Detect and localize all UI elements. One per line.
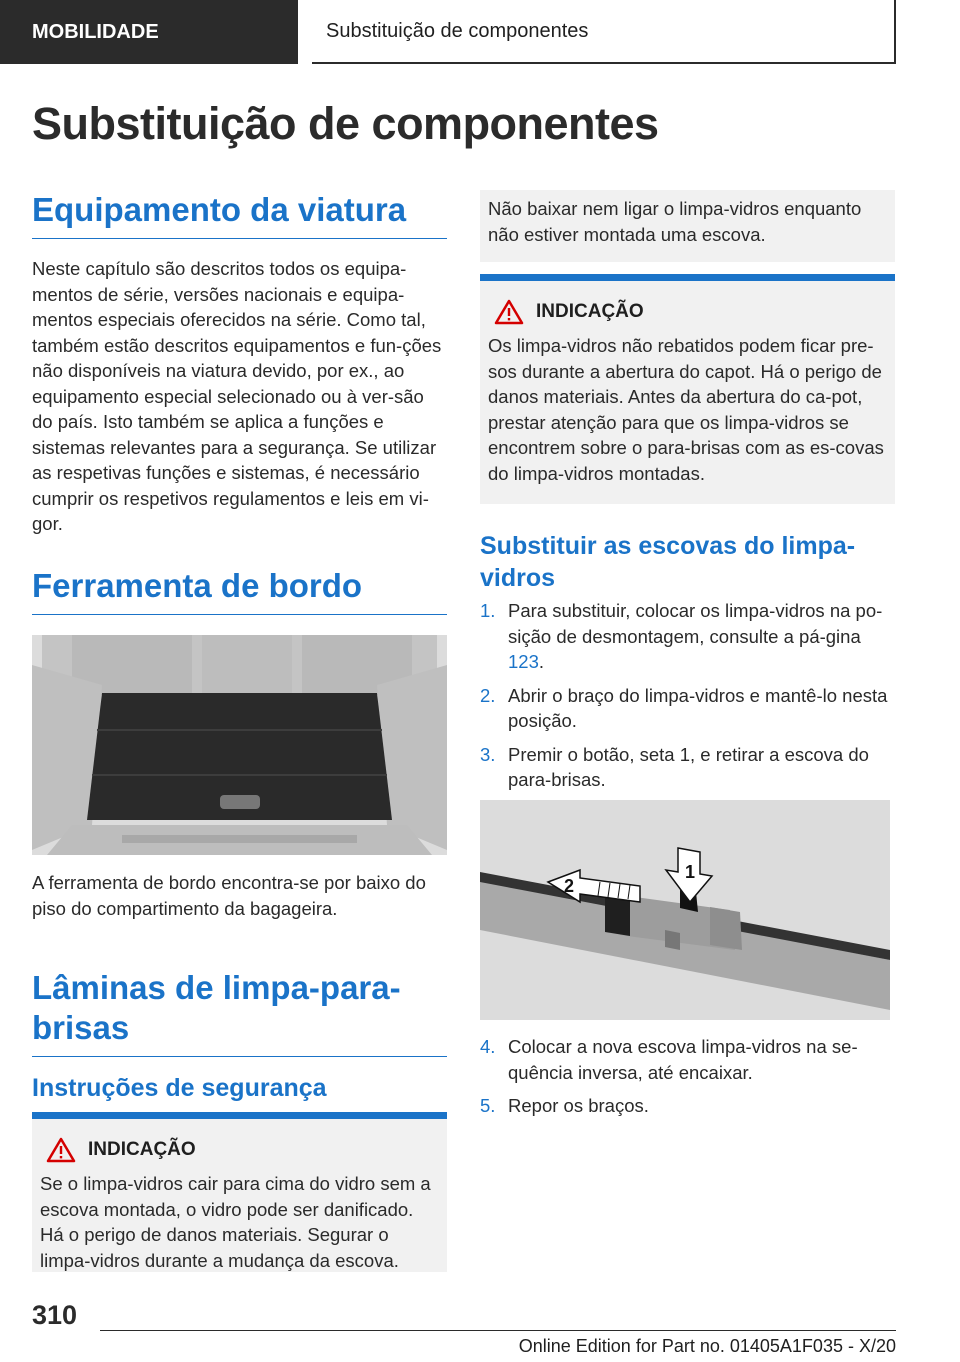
section-title-onboard-tools: Ferramenta de bordo bbox=[32, 566, 447, 615]
step-number: 3. bbox=[480, 743, 496, 765]
steps-list-b bbox=[480, 1034, 895, 1127]
steps-list-a bbox=[480, 598, 895, 801]
list-item bbox=[480, 683, 895, 734]
figure-label-2: 2 bbox=[564, 876, 575, 896]
notice-label: INDICAÇÃO bbox=[88, 1139, 196, 1160]
step-text: Colocar a nova escova limpa-vidros na se-quência inversa, até encaixar. bbox=[508, 1036, 858, 1083]
header-section-label: MOBILIDADE bbox=[32, 20, 159, 43]
header-chapter-tab bbox=[312, 0, 896, 64]
notice-text: Os limpa-vidros não rebatidos podem ficar pre-sos durante a abertura do capot. Há o perigo de danos materiais. Antes da abertura do ca-pot, prestar atenção para que os limpa-vidros se encontrem sobre o para-brisas com as es-covas do limpa-vidros montadas. bbox=[488, 335, 884, 484]
list-item bbox=[480, 598, 895, 675]
page-link[interactable]: 123 bbox=[508, 651, 539, 672]
section-title-wiper-blades: Lâminas de limpa-para-brisas bbox=[32, 968, 447, 1057]
section-title-equipment: Equipamento da viatura bbox=[32, 190, 447, 239]
subsection-title-safety: Instruções de segurança bbox=[32, 1074, 327, 1102]
page-title: Substituição de componentes bbox=[32, 98, 659, 149]
step-text: Repor os braços. bbox=[508, 1095, 649, 1116]
step-number: 1. bbox=[480, 600, 496, 621]
page-number: 310 bbox=[32, 1300, 78, 1330]
warning-triangle-icon bbox=[494, 299, 524, 325]
equipment-paragraph: Neste capítulo são descritos todos os equipa-mentos de série, versões nacionais e equipa-mentos especiais oferecidos na série. Como tal, também estão descritos equipamentos e fun-ções não disponíveis na viatura devido, por ex., ao equipamento especial selecionado ou à ver-são do país. Isto também se aplica a funções e sistemas relevantes para a segurança. Se utilizar as respetivas funções e sistemas, é necessário cumprir os respetivos regulamentos e leis em vi-gor. bbox=[32, 258, 442, 534]
footer-divider bbox=[100, 1330, 896, 1331]
luggage-compartment-illustration bbox=[32, 635, 447, 855]
wiper-blade-image bbox=[480, 800, 890, 1020]
onboard-tools-caption: A ferramenta de bordo encontra-se por baixo do piso do compartimento da bagageira. bbox=[32, 872, 426, 919]
step-text: Abrir o braço do limpa-vidros e mantê-lo nesta posição. bbox=[508, 684, 888, 731]
list-item bbox=[480, 1034, 895, 1085]
subsection-title-replace-blades: Substituir as escovas do limpa-vidros bbox=[480, 532, 856, 592]
info-box-text: Não baixar nem ligar o limpa-vidros enquanto não estiver montada uma escova. bbox=[488, 198, 862, 245]
wiper-blade-illustration bbox=[480, 800, 890, 1020]
step-number: 5. bbox=[480, 1095, 496, 1116]
notice-box-left bbox=[32, 1112, 447, 1272]
luggage-compartment-image bbox=[32, 635, 447, 855]
step-number: 4. bbox=[480, 1036, 496, 1057]
figure-label-1: 1 bbox=[685, 862, 696, 882]
notice-heading bbox=[488, 299, 887, 325]
notice-heading bbox=[40, 1137, 439, 1163]
notice-label: INDICAÇÃO bbox=[536, 301, 644, 322]
warning-triangle-icon bbox=[46, 1137, 76, 1163]
step-number: 2. bbox=[480, 684, 496, 706]
list-item bbox=[480, 742, 895, 793]
step-text: Para substituir, colocar os limpa-vidros na po-sição de desmontagem, consulte a pá-gina 123. bbox=[508, 600, 883, 672]
list-item bbox=[480, 1093, 895, 1119]
info-box bbox=[480, 190, 895, 262]
notice-box-right bbox=[480, 274, 895, 504]
header-chapter-label: Substituição de componentes bbox=[326, 19, 589, 42]
step-text: Premir o botão, seta 1, e retirar a escova do para-brisas. bbox=[508, 743, 869, 790]
notice-text: Se o limpa-vidros cair para cima do vidro sem a escova montada, o vidro pode ser danificado. Há o perigo de danos materiais. Segurar o limpa-vidros durante a mudança da escova. bbox=[40, 1173, 431, 1271]
footer-edition: Online Edition for Part no. 01405A1F035 - X/20 bbox=[518, 1336, 896, 1356]
header-section-tab bbox=[0, 0, 298, 64]
